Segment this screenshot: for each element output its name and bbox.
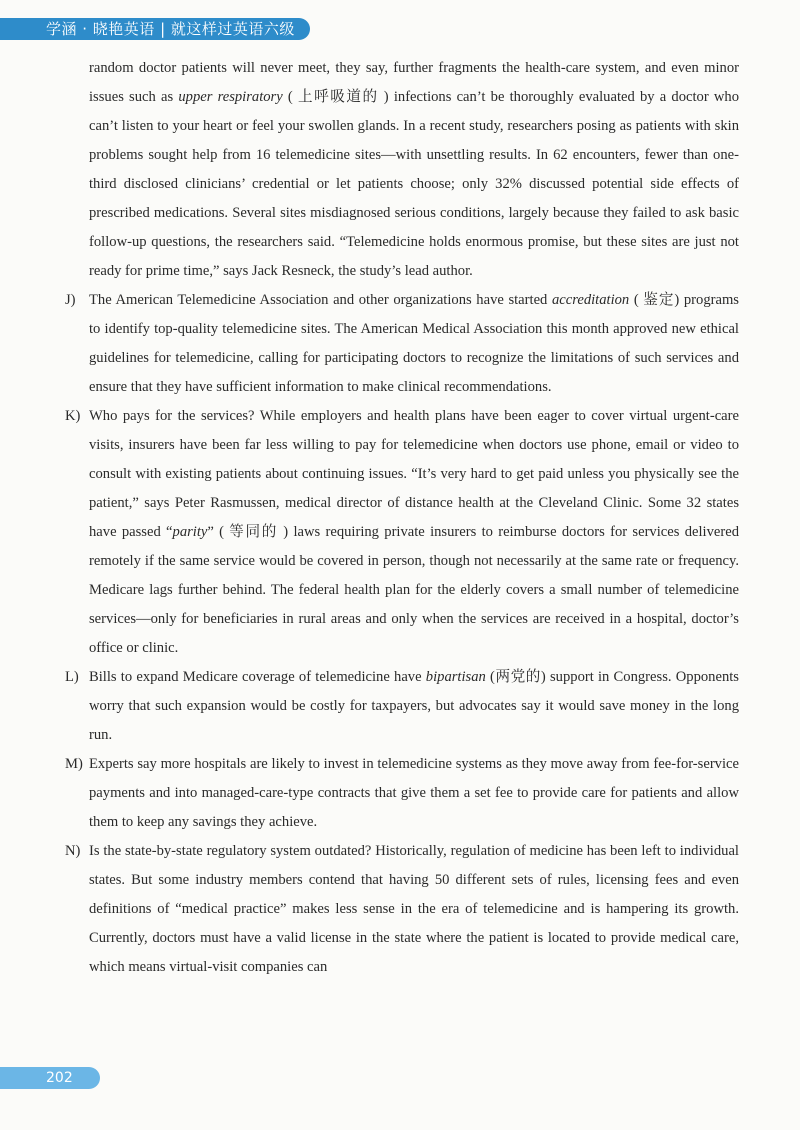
running-header: 学涵 · 晓艳英语 | 就这样过英语六级: [0, 18, 310, 40]
paragraph-marker: J): [65, 292, 76, 308]
paragraph-marker: M): [65, 756, 83, 772]
paragraph-text: ” ( 等同的 ) laws requiring private insurers to reimburse doctors for services delivered remotely if the same service would be covered in person, though not necessarily at the same rate or frequency. Medicare lags further behind. The federal health plan for the elderly covers a small number of telemedicine services—only for beneficiaries in rural areas and only when the services are received in a hospital, doctor’s office or clinic.: [89, 524, 739, 656]
paragraph-n: [65, 837, 739, 982]
paragraph-l: [65, 663, 739, 750]
paragraph-text: random doctor patients will never meet, they say, further fragments the health-care system, and even minor issues such as: [89, 60, 739, 105]
paragraph-text: Bills to expand Medicare coverage of telemedicine have: [89, 669, 426, 685]
paragraph-text: Experts say more hospitals are likely to invest in telemedicine systems as they move away from fee-for-service payments and into managed-care-type contracts that give them a set fee to provide care for patients and allow them to keep any savings they achieve.: [89, 756, 739, 830]
paragraph-text: Who pays for the services? While employers and health plans have been eager to cover virtual urgent-care visits, insurers have been far less willing to pay for telemedicine when doctors use phone, email or video to consult with existing patients about continuing issues. “It’s very hard to get paid unless you physically see the patient,” says Peter Rasmussen, medical director of distance health at the Cleveland Clinic. Some 32 states have passed “: [89, 408, 739, 540]
paragraph-text: (两党的) support in Congress. Opponents worry that such expansion would be costly for taxpayers, but advocates say it would save money in the long run.: [89, 669, 739, 743]
paragraph-marker: K): [65, 408, 81, 424]
paragraph-j: [65, 286, 739, 402]
glossed-term: bipartisan: [425, 669, 486, 685]
paragraph-text: The American Telemedicine Association and other organizations have started: [89, 292, 552, 308]
glossed-term: upper respiratory: [178, 89, 283, 105]
glossed-term: accreditation: [551, 292, 630, 308]
paragraph-text: ( 鉴定) programs to identify top-quality telemedicine sites. The American Medical Association this month approved new ethical guidelines for telemedicine, calling for participating doctors to recognize the limitations of such services and ensure that they have sufficient information to make clinical recommendations.: [89, 292, 739, 395]
page-number: 202: [0, 1067, 100, 1089]
paragraph-k: [65, 402, 739, 663]
paragraph-text: Is the state-by-state regulatory system outdated? Historically, regulation of medicine has been left to individual states. But some industry members contend that having 50 different sets of rules, licensing fees and even definitions of “medical practice” makes less sense in the era of telemedicine and is hampering its growth. Currently, doctors must have a valid license in the state where the patient is located to provide medical care, which means virtual-visit companies can: [89, 843, 739, 975]
paragraph-marker: L): [65, 669, 79, 685]
glossed-term: parity: [172, 524, 208, 540]
article-body: [0, 54, 800, 982]
paragraph-m: [65, 750, 739, 837]
paragraph-i-continued: [89, 54, 739, 286]
paragraph-marker: N): [65, 843, 81, 859]
paragraph-text: ( 上呼吸道的 ) infections can’t be thoroughly evaluated by a doctor who can’t listen to your heart or feel your swollen glands. In a recent study, researchers posing as patients with skin problems sought help from 16 telemedicine sites—with unsettling results. In 62 encounters, fewer than one-third disclosed clinicians’ credential or let patients choose; only 32% discussed potential side effects of prescribed medications. Several sites misdiagnosed serious conditions, largely because they failed to ask basic follow-up questions, the researchers said. “Telemedicine holds enormous promise, but these sites are just not ready for prime time,” says Jack Resneck, the study’s lead author.: [89, 89, 740, 279]
